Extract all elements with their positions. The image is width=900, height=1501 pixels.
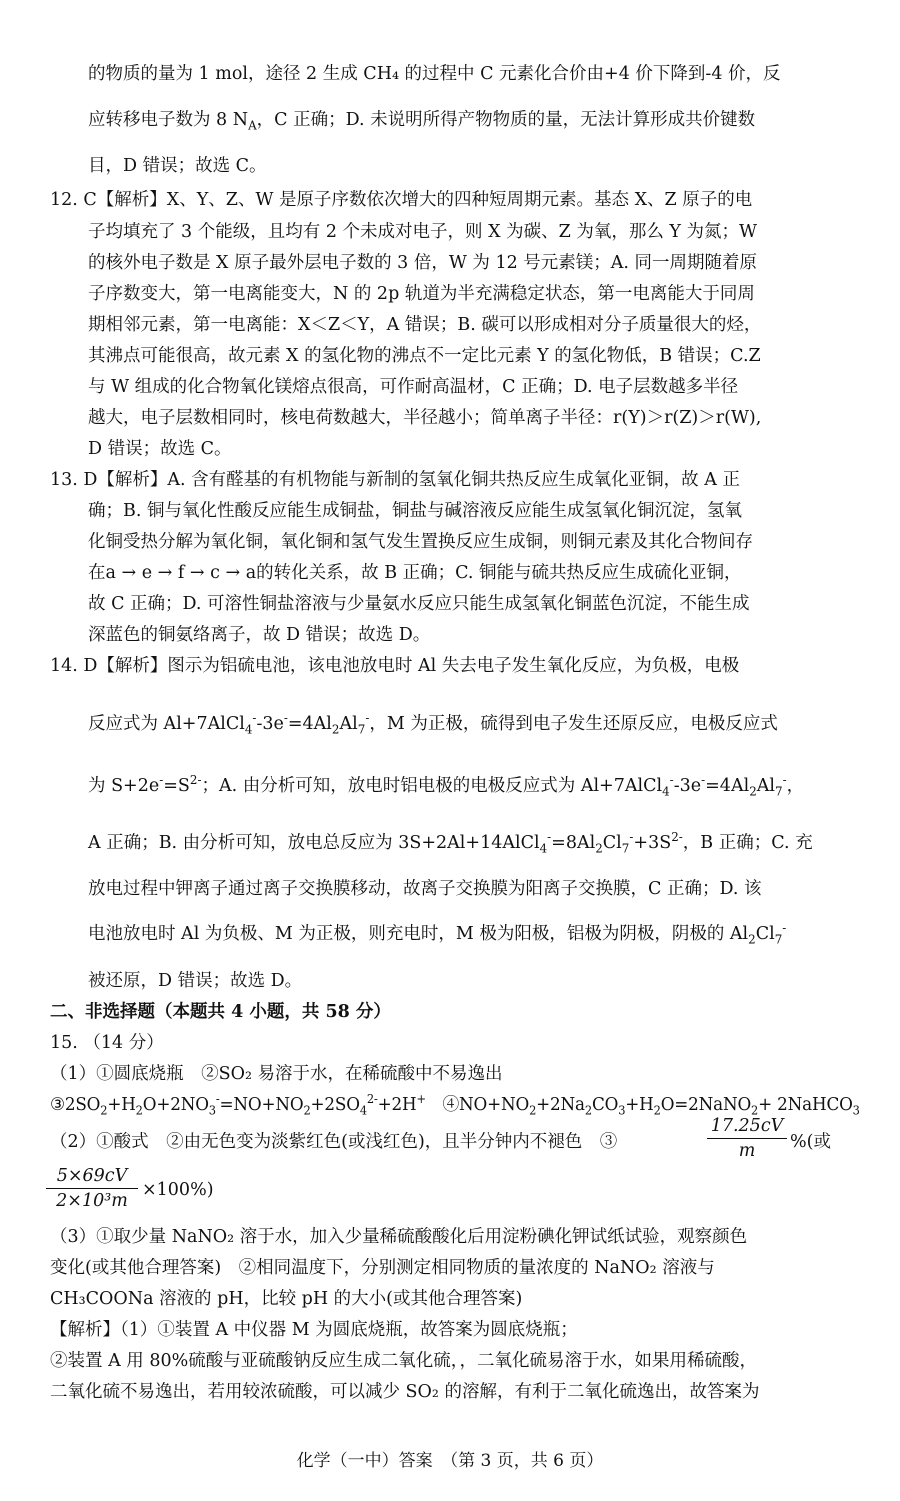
q13-line: 深蓝色的铜氨络离子，故 D 错误；故选 D。 bbox=[88, 625, 431, 645]
fraction-numerator: 17.25cV bbox=[710, 1116, 784, 1136]
q15-answer-line: （2）①酸式 ②由无色变为淡紫红色(或浅红色)，且半分钟内不褪色 ③ bbox=[50, 1132, 618, 1152]
q15-analysis-line: 【解析】（1）①装置 A 中仪器 M 为圆底烧瓶，故答案为圆底烧瓶； bbox=[50, 1320, 578, 1340]
q15-analysis-line: 二氧化硫不易逸出，若用较浓硫酸，可以减少 SO₂ 的溶解，有利于二氧化硫逸出，故答案为 bbox=[50, 1382, 760, 1402]
section-heading: 二、非选择题（本题共 4 小题，共 58 分） bbox=[50, 1002, 391, 1022]
text-line: 目，D 错误；故选 C。 bbox=[88, 156, 267, 176]
q15-answer-line: ×100%) bbox=[142, 1180, 214, 1200]
q13-line: 13. D【解析】A. 含有醛基的有机物能与新制的氢氧化铜共热反应生成氧化亚铜，故 A 正 bbox=[50, 470, 740, 490]
q15-answer-line: 变化(或其他合理答案) ②相同温度下，分别测定相同物质的量浓度的 NaNO₂ 溶液与 bbox=[50, 1258, 715, 1278]
q12-line: 其沸点可能很高，故元素 X 的氢化物的沸点不一定比元素 Y 的氢化物低，B 错误；C.Z bbox=[88, 346, 761, 366]
q15-analysis-line: ②装置 A 用 80%硫酸与亚硫酸钠反应生成二氧化硫，，二氧化硫易溶于水，如果用稀硫酸， bbox=[50, 1351, 757, 1371]
q12-line: 期相邻元素，第一电离能：X＜Z＜Y，A 错误；B. 碳可以形成相对分子质量很大的烃， bbox=[88, 315, 762, 335]
q12-line: 子序数变大，第一电离能变大，N 的 2p 轨道为半充满稳定状态，第一电离能大于同周 bbox=[88, 284, 755, 304]
q15-heading: 15. （14 分） bbox=[50, 1033, 164, 1053]
fraction-numerator: 5×69cV bbox=[56, 1166, 128, 1186]
q13-line: 化铜受热分解为氧化铜，氧化铜和氢气发生置换反应生成铜，则铜元素及其化合物间存 bbox=[88, 532, 753, 552]
fraction-bar bbox=[46, 1188, 138, 1189]
q14-line: 放电过程中钾离子通过离子交换膜移动，故离子交换膜为阳离子交换膜，C 正确；D. 该 bbox=[88, 879, 762, 899]
q13-line: 在a → e → f → c → a的转化关系，故 B 正确；C. 铜能与硫共热反应生成硫化亚铜， bbox=[88, 563, 742, 583]
fraction bbox=[707, 1116, 787, 1161]
q12-line: 12. C【解析】X、Y、Z、W 是原子序数依次增大的四种短周期元素。基态 X、Z 原子的电 bbox=[50, 190, 753, 210]
q15-answer-line: （3）①取少量 NaNO₂ 溶于水，加入少量稀硫酸酸化后用淀粉碘化钾试纸试验，观察颜色 bbox=[50, 1227, 748, 1247]
fraction-denominator: 2×10³m bbox=[56, 1191, 128, 1211]
q14-line: 电池放电时 Al 为负极、M 为正极，则充电时，M 极为阳极，铝极为阴极，阴极的 $Al_2Cl_7^-$ bbox=[88, 921, 787, 947]
q15-answer-line: $③2SO_2+H_2O+2NO_3^-=NO+NO_2+2SO_4^{2-}+2H^+$ $④NO+NO_2+2Na_2CO_3+H_2O=2NaNO_2+$ 2NaHCO$_3$ bbox=[50, 1092, 860, 1118]
text-line: 应转移电子数为 8 $N_A$，C 正确；D. 未说明所得产物物质的量，无法计算形成共价键数 bbox=[88, 110, 756, 133]
fraction bbox=[46, 1166, 138, 1211]
q15-answer-line: CH₃COONa 溶液的 pH，比较 pH 的大小(或其他合理答案) bbox=[50, 1289, 523, 1309]
q15-answer-line: （1）①圆底烧瓶 ②SO₂ 易溶于水，在稀硫酸中不易逸出 bbox=[50, 1064, 503, 1084]
q12-line: 与 W 组成的化合物氧化镁熔点很高，可作耐高温材，C 正确；D. 电子层数越多半径 bbox=[88, 377, 739, 397]
q15-answer-line: %(或 bbox=[790, 1132, 831, 1152]
q14-line: 14. D【解析】图示为铝硫电池，该电池放电时 Al 失去电子发生氧化反应，为负极，电极 bbox=[50, 656, 740, 676]
fraction-bar bbox=[707, 1138, 787, 1139]
q13-line: 确；B. 铜与氧化性酸反应能生成铜盐，铜盐与碱溶液反应能生成氢氧化铜沉淀，氢氧 bbox=[88, 501, 742, 521]
q12-line: D 错误；故选 C。 bbox=[88, 439, 232, 459]
fraction-denominator: m bbox=[738, 1141, 756, 1161]
page-footer: 化学（一中）答案 （第 3 页，共 6 页） bbox=[296, 1451, 604, 1471]
text-line: 的物质的量为 1 mol，途径 2 生成 CH₄ 的过程中 C 元素化合价由+4 价下降到-4 价，反 bbox=[88, 64, 781, 84]
q12-line: 的核外电子数是 X 原子最外层电子数的 3 倍，W 为 12 号元素镁；A. 同一周期随着原 bbox=[88, 253, 758, 273]
q13-line: 故 C 正确；D. 可溶性铜盐溶液与少量氨水反应只能生成氢氧化铜蓝色沉淀，不能生成 bbox=[88, 594, 750, 614]
q14-line: 被还原，D 错误；故选 D。 bbox=[88, 971, 303, 991]
q14-line: A 正确；B. 由分析可知，放电总反应为 $3S+2Al+14AlCl_4^-=8Al_2Cl_7^-+3S^{2-}$，B 正确；C. 充 bbox=[88, 830, 813, 856]
q14-line: 反应式为 $Al+7AlCl_4^--3e^-=4Al_2Al_7^-$，M 为正极，硫得到电子发生还原反应，电极反应式 bbox=[88, 711, 778, 737]
q12-line: 越大，电子层数相同时，核电荷数越大，半径越小；简单离子半径：r(Y)＞r(Z)＞r(W), bbox=[88, 408, 762, 428]
q14-line: 为 $S+2e^-=S^{2-}$；A. 由分析可知，放电时铝电极的电极反应式为 $Al+7AlCl_4^--3e^-=4Al_2Al_7^-$， bbox=[88, 773, 805, 799]
q12-line: 子均填充了 3 个能级，且均有 2 个未成对电子，则 X 为碳、Z 为氧，那么 Y 为氮；W bbox=[88, 222, 757, 242]
